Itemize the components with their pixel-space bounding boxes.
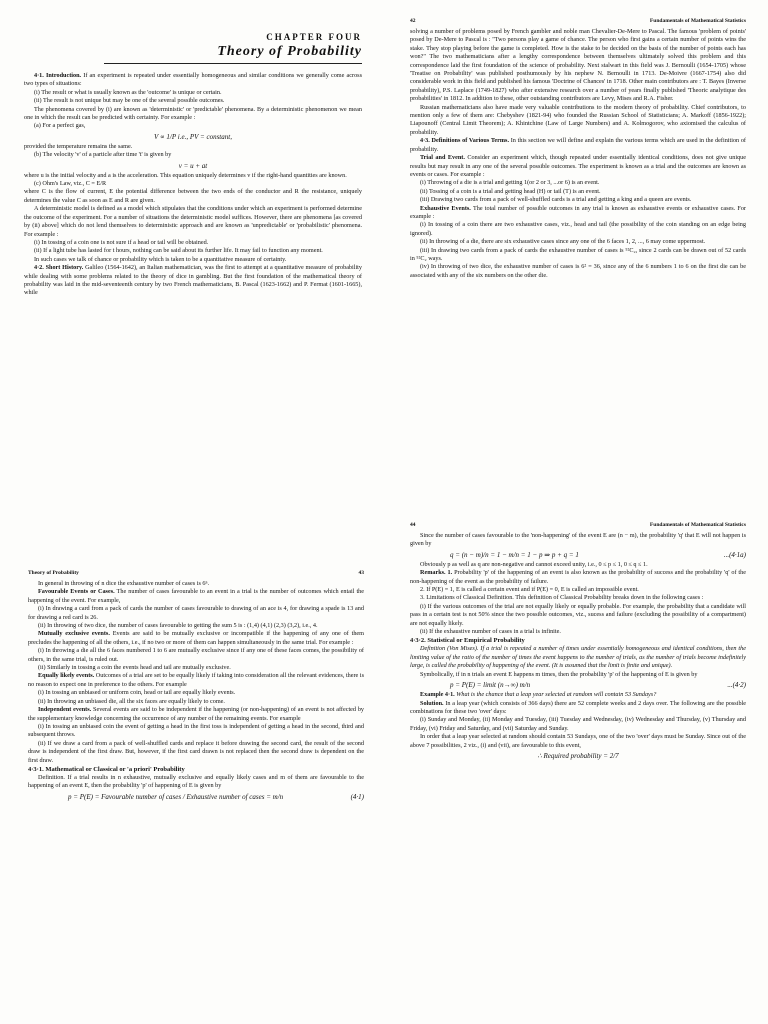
list-item: (ii) In throwing an unbiased die, all the six faces are equally likely to come. (38, 697, 225, 705)
equation-row (410, 679, 746, 691)
paragraph: Obviously p as well as q are non-negative and cannot exceed unity, i.e., 0 ≤ p ≤ 1, 0 ≤ q ≤ 1. (420, 560, 648, 568)
running-header (410, 522, 746, 528)
paragraph: In general in throwing of n dice the exhaustive number of cases is 6ⁿ. (38, 580, 210, 587)
equation: v = u + at (178, 161, 208, 170)
example-label: (a) For a perfect gas, (34, 122, 86, 130)
section-heading: 4·3·2. Statistical or Empirical Probability (410, 637, 525, 645)
list-item: (i) In tossing an unbiased or uniform coin, head or tail are equally likely events. (38, 689, 236, 697)
equation: ∴ Required probability = 2/7 (537, 751, 619, 760)
history-paragraph: 4·2. Short History. Galileo (1564-1642), an Italian mathematician, was the first to attempt at a quantitative measure of probability while dealing with some problems related to the theory of dice in gambling. But the first foundation of the mathematical theory of probability was laid in the mid-seventeenth century by two French mathematicians, B. Pascal (1623-1662) and P. Fermat (1601-1665), while (24, 264, 363, 297)
paragraph: where u is the initial velocity and a is the acceleration. This equation uniquely determines v if the right-hand quantities are known. (24, 171, 347, 179)
page-43 (0, 512, 384, 1024)
term-paragraph: Favourable Events or Cases. The number of cases favourable to an event in a trial is the number of outcomes which entail the happening of the event. For example, (28, 588, 364, 604)
chapter-rule (104, 63, 362, 64)
list-item: (i) In tossing an unbiased coin the event of getting a head in the first toss is independent of getting a head in the second, third and subsequent throws. (28, 722, 364, 739)
remark-paragraph: Remarks. 1. Probability 'p' of the happening of an event is also known as the probability of success and the probability 'q' of the non-happening of the event as the probability of failure. (410, 569, 746, 585)
list-item: (ii) Similarly in tossing a coin the events head and tail are mutually exclusive. (38, 664, 231, 672)
list-item: (i) In tossing of a coin one is not sure if a head or tail will be obtained. (34, 238, 209, 246)
list-item: (i) The result or what is usually known as the 'outcome' is unique or certain. (34, 88, 222, 96)
intro-paragraph: 4·1. Introduction. If an experiment is repeated under essentially homogeneous and similar conditions we generally come across two types of situations: (24, 72, 362, 88)
paragraph: solving a number of problems posed by French gambler and noble man Chevalier-De-Mere to Pascal. The famous 'problem of points' posed by De-Mere to Pascal is : "Two persons play a game of chance. The person who first gains a certain number of points wins the stake. They stop playing before the game is completed. How is the stake to be decided on the basis of the number of points each has won?" The two mathematicians after a lengthy correspondence between themselves ultimately solved this problem and this correspondence laid the first foundation of the science of probability. Next stalwart in this field was J. Bernoulli (1654-1705) whose 'Treatise on Probability' was published posthumously by his nephew N. Bernoulli in 1713. De-Moivre (1667-1754) also did considerable work in this field and published his famous 'Doctrine of Chances' in 1718. Other main contributors are : T. Bayes (Inverse probability), P.S. Laplace (1749-1827) who after extensive research over a number of years finally published 'Theoric analytique des probabilities' in 1812. In addition to these, other outstanding contributors are Levy, Mises and R.A. Fisher. (410, 28, 746, 103)
running-head-title: Fundamentals of Mathematical Statistics (649, 522, 746, 528)
list-item: (iii) In drawing two cards from a pack of cards the exhaustive number of cases is ⁵²C₂, since 2 cards can be drawn out of 52 cards in ⁵²C₂ ways. (410, 246, 746, 262)
term-paragraph: Independent events. Several events are said to be independent if the happening (or non-happening) of an event is not affected by the supplementary knowledge concerning the occurrence of any number of the remaining events. For example (28, 706, 365, 722)
equation-number: (4·1) (350, 792, 364, 801)
running-header (28, 570, 364, 576)
definition-paragraph: Definition (Von Mises). If a trial is repeated a number of times under essentially homogeneous and identical conditions, then the limiting value of the ratio of the number of times the event happens to the number of trials, as the number of trials become indefinitely large, is called the probability of happening of the event. (It is assumed that the limit is finite and unique). (410, 645, 746, 670)
term-paragraph: Mutually exclusive events. Events are said to be mutually exclusive or incompatible if the happening of any one of them precludes the happening of all the others, i.e., if no two or more of them can happen simultaneously in the same trial. For example : (28, 630, 364, 646)
list-item: (i) Sunday and Monday, (ii) Monday and Tuesday, (iii) Tuesday and Wednesday, (iv) Wednesday and Thursday, (v) Thursday and Friday, (vi) Friday and Saturday, and (vii) Saturday and Sunday. (410, 716, 746, 732)
list-item: (i) Throwing of a die is a trial and getting 1(or 2 or 3, ...or 6) is an event. (420, 179, 600, 187)
running-head-title: Theory of Probability (28, 570, 79, 576)
equation: V ∝ 1/P i.e., PV = constant, (154, 132, 232, 141)
paragraph: where C is the flow of current, E the potential difference between the two ends of the conductor and R the resistance, uniquely determines the value C as soon as E and R are given. (24, 188, 362, 204)
list-item: (i) If the various outcomes of the trial are not equally likely or equally probable. For example, the probability that a candidate will pass in a certain test is not 50% since the two possible outcomes, viz., sucess and failure (excluding the possibility of a compartment) are not equally likely. (410, 602, 746, 627)
running-header (410, 18, 746, 24)
list-item: (ii) In throwing of a die, there are six exhaustive cases since any one of the 6 faces 1, 2, ..., 6 may come uppermost. (420, 238, 706, 246)
chapter-title: Theory of Probability (217, 44, 362, 59)
paragraph: Since the number of cases favourable to the 'non-happening' of the event E are (n − m), the probability 'q' that E will not happen is given by (410, 532, 746, 548)
list-item: (iv) In throwing of two dice, the exhaustive number of cases is 6² = 36, since any of the 6 numbers 1 to 6 on the first die can be associated with any of the six numbers on the other die. (410, 263, 746, 279)
list-item: (i) In drawing a card from a pack of cards the number of cases favourable to drawing of an ace is 4, for drawing a spade is 13 and for drawing a red card is 26. (28, 605, 364, 621)
page-number: 42 (410, 18, 416, 24)
section-heading: 4·3·1. Mathematical or Classical or 'a priori' Probability (28, 765, 185, 773)
list-item: (ii) The result is not unique but may be one of the several possible outcomes. (34, 97, 225, 105)
paragraph: Symbolically, if in n trials an event E happens m times, then the probability 'p' of the happening of E is given by (420, 670, 698, 678)
page-number: 43 (358, 570, 364, 576)
example-label: (b) The velocity 'v' of a particle after time 't' is given by (34, 151, 172, 159)
section-paragraph: 4·3. Definitions of Various Terms. In this section we will define and explain the various terms which are used in the definition of probability. (410, 137, 746, 153)
term-paragraph: Trial and Event. Consider an experiment which, though repeated under essentially identical conditions, does not give unique results but may result in any one of the several possible outcomes. The experiment is known as a trial and the outcomes are known as events or cases. For example : (410, 154, 747, 178)
list-item: (ii) If the exhaustive number of cases in a trial is infinite. (420, 628, 561, 636)
chapter-label: CHAPTER FOUR (266, 32, 362, 42)
list-item: (ii) Tossing of a coin is a trial and getting head (H) or tail (T) is an event. (420, 187, 601, 195)
list-item: (ii) If we draw a card from a pack of well-shuffled cards and replace it before drawing the second card, the result of the second draw is independent of the first draw. But, however, if the first card drawn is not replaced then the second draw is dependent on the first draw. (28, 739, 364, 764)
definition-paragraph: Definition. If a trial results in n exhaustive, mutually exclusive and equally likely cases and m of them are favourable to the happening of an event E, then the probability 'p' of happening of E is given by (28, 773, 364, 790)
list-item: (iii) Drawing two cards from a pack of well-shuffled cards is a trial and getting a king and a queen are events. (420, 196, 692, 204)
list-item: (ii) If a light tube has lasted for t hours, nothing can be said about its further life. It may fail to function any moment. (34, 247, 323, 255)
paragraph: Russian mathematicians also have made very valuable contributions to the modern theory of probability. Chief contributors, to mention only a few of them are: Chebyshev (1821-94) who founded the Russian School of Statisticians; A. Markoff (1856-1922); Liapounoff (Central Limit Theorem); A. Khintchine (Law of Large Numbers) and A. Kolmogorov, who axiomised the calculus of probability. (410, 103, 746, 136)
paragraph: In order that a leap year selected at random should contain 53 Sundays, one of the two 'over' days must be Sunday. Since out of the above 7 possibilities, 2 viz., (i) and (vii), are favourable to this event, (410, 733, 746, 749)
term-paragraph: Exhaustive Events. The total number of possible outcomes in any trial is known as exhaustive events or exhaustive cases. For example : (410, 204, 746, 220)
remark-paragraph: 2. If P(E) = 1, E is called a certain event and if P(E) = 0, E is called an impossible event. (420, 586, 639, 594)
equation: p = P(E) = limit (n→∞) m/n (450, 681, 531, 690)
equation-number: ...(4·1a) (723, 550, 746, 559)
list-item: (ii) In throwing of two dice, the number of cases favourable to getting the sum 5 is : (1,4) (4,1) (2,3) (3,2), i.e., 4. (38, 622, 318, 630)
solution-paragraph: Solution. In a leap year (which consists of 366 days) there are 52 complete weeks and 2 days over. The following are the possible combinations for these two 'over' days: (410, 699, 746, 715)
equation: p = P(E) = Favourable number of cases / Exhaustive number of cases = m/n (68, 792, 284, 801)
paragraph: A deterministic model is defined as a model which stipulates that the conditions under which an experiment is performed determine the outcome of the experiment. For a number of situations the deterministic model suffices. However, there are phenomena [as covered by (ii) above] which do not lend themselves to deterministic approach and are known as 'unpredictable' or 'probabilistic' phenomena. For example : (24, 205, 362, 238)
list-item: (i) In throwing a die all the 6 faces numbered 1 to 6 are mutually exclusive since if any one of these faces comes, the possibility of others, in the same trial, is ruled out. (28, 647, 364, 663)
equation-row (28, 791, 364, 803)
example-paragraph: Example 4·1. What is the chance that a leap year selected at random will contain 53 Sundays? (420, 691, 657, 699)
term-paragraph: Equally likely events. Outcomes of a trial are set to be equally likely if taking into consideration all the relevant evidences, there is no reason to expect one in preference to the others. For example (28, 672, 364, 688)
page-42 (384, 0, 768, 512)
running-head-title: Fundamentals of Mathematical Statistics (649, 18, 746, 24)
equation-row (410, 549, 746, 561)
list-item: (i) In tossing of a coin there are two exhaustive cases, viz., head and tail (the possibility of the coin standing on an edge being ignored). (410, 221, 746, 237)
paragraph: In such cases we talk of chance or probability which is taken to be a quantitative measure of certainty. (34, 255, 287, 263)
paragraph: The phenomena covered by (i) are known as 'deterministic' or 'predictable' phenomena. By a deterministic phenomenon we mean one in which the result can be predicted with certainty. For example : (24, 105, 362, 122)
page-44 (384, 512, 768, 1024)
paragraph: provided the temperature remains the same. (24, 142, 133, 150)
equation-number: ...(4·2) (727, 681, 746, 690)
page-41 (0, 0, 384, 512)
page-number: 44 (410, 522, 416, 528)
example-label: (c) Ohm's Law, viz., C = E/R (34, 180, 107, 188)
equation: q = (n − m)/n = 1 − m/n = 1 − p ⇒ p + q = 1 (450, 550, 579, 559)
remark-paragraph: 3. Limitations of Classical Definition. This definition of Classical Probability breaks down in the following cases : (420, 594, 704, 602)
